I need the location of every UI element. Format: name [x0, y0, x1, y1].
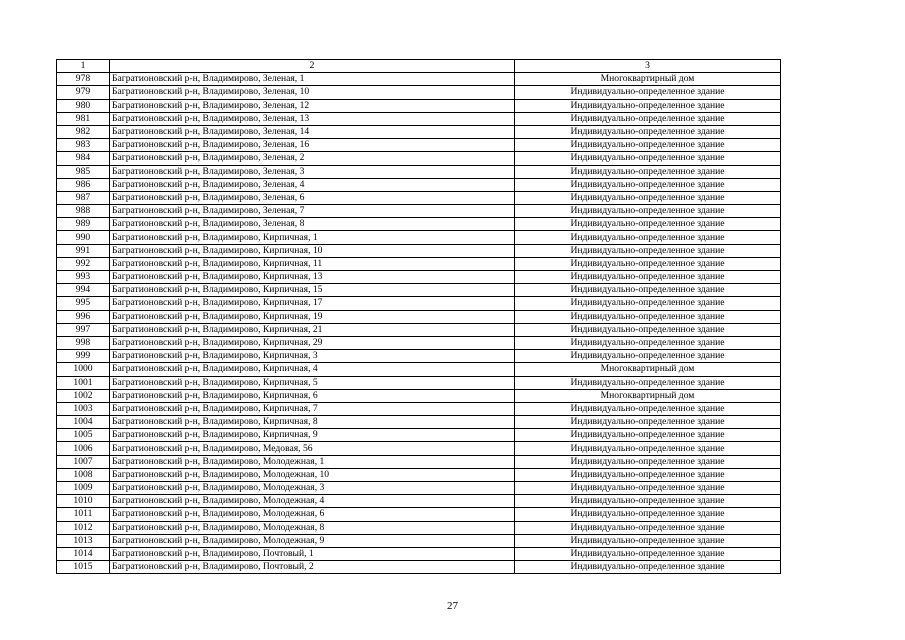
building-type-cell: Индивидуально-определенное здание	[515, 310, 781, 323]
row-number-cell: 993	[57, 271, 110, 284]
address-cell: Багратионовский р-н, Владимирово, Молодежная, 8	[110, 521, 515, 534]
row-number-cell: 986	[57, 178, 110, 191]
address-cell: Багратионовский р-н, Владимирово, Почтовый, 2	[110, 561, 515, 574]
address-cell: Багратионовский р-н, Владимирово, Кирпичная, 17	[110, 297, 515, 310]
row-number-cell: 988	[57, 205, 110, 218]
address-cell: Багратионовский р-н, Владимирово, Кирпичная, 8	[110, 416, 515, 429]
table-row	[57, 323, 781, 336]
address-cell: Багратионовский р-н, Владимирово, Кирпичная, 6	[110, 389, 515, 402]
address-cell: Багратионовский р-н, Владимирово, Молодежная, 6	[110, 508, 515, 521]
table-row	[57, 310, 781, 323]
header-cell-2: 2	[110, 60, 515, 73]
row-number-cell: 1004	[57, 416, 110, 429]
building-type-cell: Индивидуально-определенное здание	[515, 336, 781, 349]
building-type-cell: Индивидуально-определенное здание	[515, 534, 781, 547]
address-cell: Багратионовский р-н, Владимирово, Зеленая, 1	[110, 73, 515, 86]
building-type-cell: Многоквартирный дом	[515, 363, 781, 376]
address-cell: Багратионовский р-н, Владимирово, Кирпичная, 10	[110, 244, 515, 257]
address-cell: Багратионовский р-н, Владимирово, Кирпичная, 7	[110, 402, 515, 415]
address-cell: Багратионовский р-н, Владимирово, Кирпичная, 1	[110, 231, 515, 244]
row-number-cell: 1006	[57, 442, 110, 455]
building-type-cell: Индивидуально-определенное здание	[515, 112, 781, 125]
header-cell-3: 3	[515, 60, 781, 73]
building-type-cell: Индивидуально-определенное здание	[515, 284, 781, 297]
building-type-cell: Индивидуально-определенное здание	[515, 402, 781, 415]
table-row	[57, 257, 781, 270]
table-row	[57, 231, 781, 244]
building-type-cell: Индивидуально-определенное здание	[515, 257, 781, 270]
row-number-cell: 984	[57, 152, 110, 165]
address-cell: Багратионовский р-н, Владимирово, Кирпичная, 19	[110, 310, 515, 323]
building-type-cell: Индивидуально-определенное здание	[515, 323, 781, 336]
row-number-cell: 1013	[57, 534, 110, 547]
table-row	[57, 521, 781, 534]
table-row	[57, 218, 781, 231]
row-number-cell: 981	[57, 112, 110, 125]
address-cell: Багратионовский р-н, Владимирово, Зеленая, 8	[110, 218, 515, 231]
address-cell: Багратионовский р-н, Владимирово, Кирпичная, 11	[110, 257, 515, 270]
table-row	[57, 376, 781, 389]
building-type-cell: Индивидуально-определенное здание	[515, 442, 781, 455]
row-number-cell: 1015	[57, 561, 110, 574]
building-type-cell: Индивидуально-определенное здание	[515, 218, 781, 231]
address-cell: Багратионовский р-н, Владимирово, Кирпичная, 21	[110, 323, 515, 336]
row-number-cell: 994	[57, 284, 110, 297]
row-number-cell: 992	[57, 257, 110, 270]
building-type-cell: Индивидуально-определенное здание	[515, 191, 781, 204]
table-row	[57, 547, 781, 560]
building-type-cell: Индивидуально-определенное здание	[515, 547, 781, 560]
table-row	[57, 495, 781, 508]
row-number-cell: 1000	[57, 363, 110, 376]
row-number-cell: 978	[57, 73, 110, 86]
row-number-cell: 990	[57, 231, 110, 244]
building-type-cell: Индивидуально-определенное здание	[515, 125, 781, 138]
address-cell: Багратионовский р-н, Владимирово, Молодежная, 1	[110, 455, 515, 468]
table-row	[57, 125, 781, 138]
row-number-cell: 1010	[57, 495, 110, 508]
address-cell: Багратионовский р-н, Владимирово, Зеленая, 12	[110, 99, 515, 112]
table-row	[57, 363, 781, 376]
table-row	[57, 271, 781, 284]
address-cell: Багратионовский р-н, Владимирово, Кирпичная, 15	[110, 284, 515, 297]
building-type-cell: Индивидуально-определенное здание	[515, 455, 781, 468]
address-cell: Багратионовский р-н, Владимирово, Почтовый, 1	[110, 547, 515, 560]
address-cell: Багратионовский р-н, Владимирово, Молодежная, 10	[110, 468, 515, 481]
row-number-cell: 1012	[57, 521, 110, 534]
building-type-cell: Индивидуально-определенное здание	[515, 521, 781, 534]
table-row	[57, 442, 781, 455]
row-number-cell: 1005	[57, 429, 110, 442]
row-number-cell: 998	[57, 336, 110, 349]
address-cell: Багратионовский р-н, Владимирово, Кирпичная, 29	[110, 336, 515, 349]
table-row	[57, 468, 781, 481]
building-type-cell: Индивидуально-определенное здание	[515, 178, 781, 191]
table-row	[57, 178, 781, 191]
row-number-cell: 1008	[57, 468, 110, 481]
table-row	[57, 244, 781, 257]
row-number-cell: 1002	[57, 389, 110, 402]
building-type-cell: Индивидуально-определенное здание	[515, 205, 781, 218]
row-number-cell: 991	[57, 244, 110, 257]
address-cell: Багратионовский р-н, Владимирово, Зеленая, 7	[110, 205, 515, 218]
address-cell: Багратионовский р-н, Владимирово, Кирпичная, 13	[110, 271, 515, 284]
row-number-cell: 979	[57, 86, 110, 99]
address-cell: Багратионовский р-н, Владимирово, Кирпичная, 9	[110, 429, 515, 442]
row-number-cell: 983	[57, 139, 110, 152]
table-row	[57, 561, 781, 574]
table-row	[57, 389, 781, 402]
row-number-cell: 1001	[57, 376, 110, 389]
building-type-cell: Индивидуально-определенное здание	[515, 429, 781, 442]
property-table-body	[57, 60, 781, 574]
table-row	[57, 429, 781, 442]
table-row	[57, 455, 781, 468]
address-cell: Багратионовский р-н, Владимирово, Зеленая, 6	[110, 191, 515, 204]
table-row	[57, 284, 781, 297]
row-number-cell: 999	[57, 350, 110, 363]
building-type-cell: Индивидуально-определенное здание	[515, 86, 781, 99]
building-type-cell: Индивидуально-определенное здание	[515, 468, 781, 481]
address-cell: Багратионовский р-н, Владимирово, Кирпичная, 5	[110, 376, 515, 389]
address-cell: Багратионовский р-н, Владимирово, Зеленая, 14	[110, 125, 515, 138]
address-cell: Багратионовский р-н, Владимирово, Зеленая, 13	[110, 112, 515, 125]
table-row	[57, 112, 781, 125]
address-cell: Багратионовский р-н, Владимирово, Молодежная, 3	[110, 482, 515, 495]
table-row	[57, 508, 781, 521]
table-row	[57, 297, 781, 310]
table-row	[57, 86, 781, 99]
address-cell: Багратионовский р-н, Владимирово, Зеленая, 2	[110, 152, 515, 165]
row-number-cell: 985	[57, 165, 110, 178]
table-row	[57, 416, 781, 429]
table-row	[57, 205, 781, 218]
property-table	[56, 59, 781, 574]
building-type-cell: Индивидуально-определенное здание	[515, 482, 781, 495]
building-type-cell: Индивидуально-определенное здание	[515, 508, 781, 521]
table-row	[57, 139, 781, 152]
building-type-cell: Индивидуально-определенное здание	[515, 416, 781, 429]
building-type-cell: Многоквартирный дом	[515, 389, 781, 402]
row-number-cell: 982	[57, 125, 110, 138]
row-number-cell: 1011	[57, 508, 110, 521]
row-number-cell: 1007	[57, 455, 110, 468]
address-cell: Багратионовский р-н, Владимирово, Молодежная, 4	[110, 495, 515, 508]
address-cell: Багратионовский р-н, Владимирово, Медовая, 56	[110, 442, 515, 455]
table-row	[57, 73, 781, 86]
address-cell: Багратионовский р-н, Владимирово, Зеленая, 10	[110, 86, 515, 99]
row-number-cell: 989	[57, 218, 110, 231]
building-type-cell: Индивидуально-определенное здание	[515, 165, 781, 178]
table-row	[57, 152, 781, 165]
building-type-cell: Индивидуально-определенное здание	[515, 495, 781, 508]
row-number-cell: 1009	[57, 482, 110, 495]
header-cell-1: 1	[57, 60, 110, 73]
row-number-cell: 980	[57, 99, 110, 112]
address-cell: Багратионовский р-н, Владимирово, Молодежная, 9	[110, 534, 515, 547]
building-type-cell: Индивидуально-определенное здание	[515, 350, 781, 363]
table-row	[57, 350, 781, 363]
row-number-cell: 987	[57, 191, 110, 204]
address-cell: Багратионовский р-н, Владимирово, Зеленая, 16	[110, 139, 515, 152]
page-number: 27	[447, 600, 458, 612]
building-type-cell: Индивидуально-определенное здание	[515, 561, 781, 574]
address-cell: Багратионовский р-н, Владимирово, Кирпичная, 4	[110, 363, 515, 376]
row-number-cell: 995	[57, 297, 110, 310]
building-type-cell: Многоквартирный дом	[515, 73, 781, 86]
table-row	[57, 99, 781, 112]
building-type-cell: Индивидуально-определенное здание	[515, 152, 781, 165]
building-type-cell: Индивидуально-определенное здание	[515, 376, 781, 389]
table-header-row	[57, 60, 781, 73]
row-number-cell: 996	[57, 310, 110, 323]
row-number-cell: 1003	[57, 402, 110, 415]
building-type-cell: Индивидуально-определенное здание	[515, 271, 781, 284]
table-row	[57, 165, 781, 178]
row-number-cell: 997	[57, 323, 110, 336]
table-row	[57, 534, 781, 547]
table-row	[57, 191, 781, 204]
row-number-cell: 1014	[57, 547, 110, 560]
address-cell: Багратионовский р-н, Владимирово, Зеленая, 4	[110, 178, 515, 191]
building-type-cell: Индивидуально-определенное здание	[515, 244, 781, 257]
building-type-cell: Индивидуально-определенное здание	[515, 297, 781, 310]
building-type-cell: Индивидуально-определенное здание	[515, 139, 781, 152]
building-type-cell: Индивидуально-определенное здание	[515, 99, 781, 112]
table-row	[57, 336, 781, 349]
table-row	[57, 402, 781, 415]
building-type-cell: Индивидуально-определенное здание	[515, 231, 781, 244]
table-row	[57, 482, 781, 495]
address-cell: Багратионовский р-н, Владимирово, Зеленая, 3	[110, 165, 515, 178]
address-cell: Багратионовский р-н, Владимирово, Кирпичная, 3	[110, 350, 515, 363]
